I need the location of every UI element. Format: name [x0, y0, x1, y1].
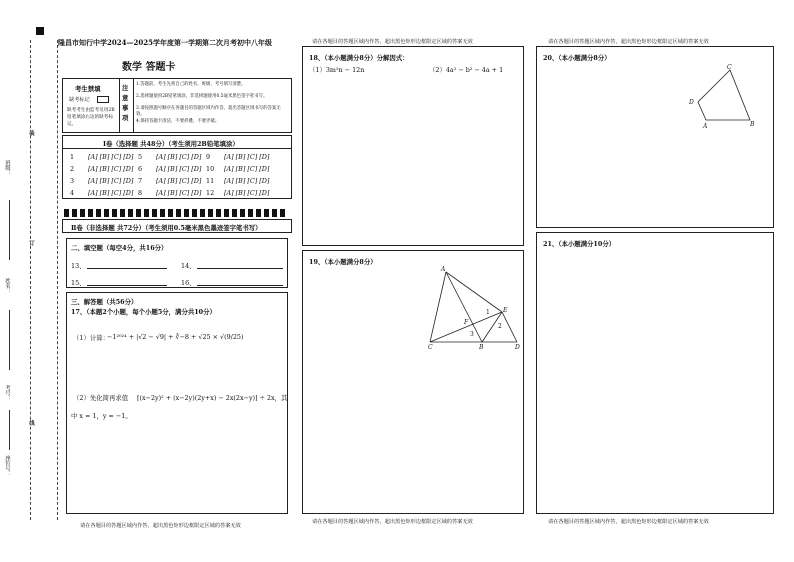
- candidate-box: [62, 78, 292, 133]
- choice-options[interactable]: [A] [B] [C] [D]: [88, 189, 134, 197]
- strip-bar: [216, 209, 221, 217]
- choice-number: 3: [70, 177, 75, 185]
- cut-word-1: 装: [28, 130, 34, 136]
- strip-bar: [224, 209, 229, 217]
- cut-word-2: 订: [28, 240, 34, 246]
- strip-bar: [72, 209, 77, 217]
- q17-part2-cond: 中 x = 1，y = −1。: [71, 412, 132, 420]
- strip-bar: [192, 209, 197, 217]
- choice-number: 11: [206, 177, 215, 185]
- choice-number: 1: [70, 153, 75, 161]
- strip-bar: [240, 209, 245, 217]
- seat-label: 座位号：: [4, 455, 10, 477]
- strip-bar: [112, 209, 117, 217]
- notice-line-3: 3.请按照题号顺序在各题目的答题区域内作答，超出答题区域书写的答案无效。: [136, 106, 281, 117]
- choice-options[interactable]: [A] [B] [C] [D]: [156, 153, 202, 161]
- center-header-note: 请在各题目的答题区域内作答，超出黑色矩形边框限定区域的答案无效: [312, 39, 473, 45]
- strip-bar: [136, 209, 141, 217]
- choice-number: 2: [70, 165, 75, 173]
- q17-part2-expr: [(x−2y)² + (x−2y)(2y+x) − 2x(2x−y)] ÷ 2x，其: [137, 394, 288, 402]
- q20-title: 20、（本小题满分8分）: [543, 54, 611, 62]
- strip-bar: [120, 209, 125, 217]
- choice-number: 12: [206, 189, 215, 197]
- exam-number-label: 考号：: [4, 385, 10, 402]
- strip-bar: [264, 209, 269, 217]
- q18-box: [302, 46, 524, 246]
- strip-bar: [184, 209, 189, 217]
- fill-blank-title: 二、填空题（每空4分，共16分）: [71, 244, 168, 252]
- q18-title: 18、（本小题满分8分）分解因式：: [309, 54, 409, 62]
- solve-title: 三、解答题（共56分）: [71, 298, 138, 306]
- choice-options[interactable]: [A] [B] [C] [D]: [156, 165, 202, 173]
- part2-box: [62, 219, 292, 233]
- left-footer-note: 请在各题目的答题区域内作答，超出黑色矩形边框限定区域的答案无效: [80, 523, 241, 529]
- q17-title: 17、（本题2个小题，每个小题5分，满分共10分）: [71, 308, 216, 316]
- q21-title: 21、（本小题满分10分）: [543, 240, 616, 248]
- absent-checkbox[interactable]: [97, 96, 109, 103]
- fig20-label-b: B: [750, 121, 755, 128]
- absent-label: 缺考标记: [69, 97, 90, 103]
- notice-line-2: 2.选择题使用2B铅笔填涂，非选择题使用0.5毫米黑色签字笔书写。: [136, 94, 268, 99]
- fig19-angle-3: 3: [470, 331, 474, 338]
- blank-15-line[interactable]: [87, 285, 167, 286]
- blank-14-line[interactable]: [197, 268, 283, 269]
- q17-part1-expr: −1²⁰²⁴ + |√2 − √9| + ∛−8 + √25 × √(9/25): [107, 333, 244, 341]
- barcode-strip: [64, 209, 290, 217]
- center-footer-note: 请在各题目的答题区域内作答，超出黑色矩形边框限定区域的答案无效: [312, 519, 473, 525]
- strip-bar: [248, 209, 253, 217]
- strip-bar: [232, 209, 237, 217]
- fig19-label-b: B: [479, 344, 484, 351]
- blank-16-line[interactable]: [197, 285, 283, 286]
- strip-bar: [200, 209, 205, 217]
- strip-bar: [168, 209, 173, 217]
- blank-13: 13、: [71, 262, 86, 270]
- right-header-note: 请在各题目的答题区域内作答，超出黑色矩形边框限定区域的答案无效: [548, 39, 709, 45]
- blank-13-line[interactable]: [87, 268, 167, 269]
- q20-figure: [684, 62, 764, 132]
- q21-box: [536, 232, 774, 514]
- choice-options[interactable]: [A] [B] [C] [D]: [224, 177, 270, 185]
- blank-16: 16、: [181, 279, 196, 287]
- choice-number: 9: [206, 153, 211, 161]
- choice-options[interactable]: [A] [B] [C] [D]: [224, 165, 270, 173]
- strip-bar: [160, 209, 165, 217]
- cut-word-3: 线: [28, 420, 34, 426]
- q17-part2-label: （2）先化简再求值: [73, 394, 129, 402]
- right-footer-note: 请在各题目的答题区域内作答，超出黑色矩形边框限定区域的答案无效: [548, 519, 709, 525]
- fig19-label-c: C: [428, 344, 433, 351]
- fig19-angle-1: 1: [486, 309, 490, 316]
- choice-options[interactable]: [A] [B] [C] [D]: [88, 165, 134, 173]
- strip-bar: [176, 209, 181, 217]
- q18-part2: （2）4a² − b² − 4a + 1: [429, 66, 504, 74]
- fig20-label-c: C: [727, 64, 732, 71]
- exam-title: 隆昌市知行中学2024—2025学年度第一学期第二次月考初中八年级: [58, 38, 272, 47]
- q17-part1-label: （1）计算：: [73, 334, 110, 342]
- choice-options[interactable]: [A] [B] [C] [D]: [88, 177, 134, 185]
- strip-bar: [80, 209, 85, 217]
- blank-14: 14、: [181, 262, 196, 270]
- corner-mark: [36, 27, 44, 35]
- choice-options[interactable]: [A] [B] [C] [D]: [88, 153, 134, 161]
- fig20-label-a: A: [703, 123, 708, 130]
- strip-bar: [272, 209, 277, 217]
- part1-title: Ⅰ卷（选择题 共48分）（考生须用2B铅笔填涂）: [103, 140, 239, 148]
- fill-blank-box: [66, 238, 288, 288]
- choice-number: 5: [138, 153, 143, 161]
- strip-bar: [208, 209, 213, 217]
- strip-bar: [128, 209, 133, 217]
- solve-box: [66, 292, 288, 514]
- strip-bar: [88, 209, 93, 217]
- name-label: 姓名：: [4, 278, 10, 295]
- strip-bar: [152, 209, 157, 217]
- choice-number: 10: [206, 165, 215, 173]
- fig19-label-f: F: [464, 319, 469, 326]
- strip-bar: [256, 209, 261, 217]
- strip-bar: [144, 209, 149, 217]
- fig20-label-d: D: [689, 99, 694, 106]
- strip-bar: [280, 209, 285, 217]
- fig19-label-a: A: [441, 266, 446, 273]
- fig19-angle-2: 2: [498, 323, 502, 330]
- q19-figure: [420, 262, 530, 352]
- choice-number: 7: [138, 177, 143, 185]
- fig19-label-d: D: [515, 344, 520, 351]
- strip-bar: [104, 209, 109, 217]
- absent-note: 缺考考生由监考员用2B铅笔填涂右边的缺考标记。: [67, 108, 115, 127]
- fig19-label-e: E: [503, 307, 508, 314]
- choice-options[interactable]: [A] [B] [C] [D]: [224, 153, 270, 161]
- part2-title: Ⅱ卷（非选择题 共72分）（考生须用0.5毫米黑色墨迹签字笔书写）: [71, 224, 262, 232]
- notice-title: 注意事项: [122, 84, 129, 122]
- q19-title: 19、（本小题满分8分）: [309, 258, 377, 266]
- strip-bar: [96, 209, 101, 217]
- class-label: 班级：: [4, 160, 10, 177]
- q18-part1: （1）3m²n − 12n: [309, 66, 365, 74]
- choice-options[interactable]: [A] [B] [C] [D]: [156, 189, 202, 197]
- choice-number: 6: [138, 165, 143, 173]
- choice-options[interactable]: [A] [B] [C] [D]: [224, 189, 270, 197]
- fill-title: 考生禁填: [75, 85, 101, 93]
- choice-options[interactable]: [A] [B] [C] [D]: [156, 177, 202, 185]
- page-title: 数学 答题卡: [122, 62, 176, 73]
- choice-number: 4: [70, 189, 75, 197]
- notice-line-1: 1.答题前，考生先将自己的姓名、班级、考号填写清楚。: [136, 82, 246, 87]
- choice-number: 8: [138, 189, 143, 197]
- notice-line-4: 4.保持答题卡清洁，不要折叠、不要弄破。: [136, 119, 220, 124]
- blank-15: 15、: [71, 279, 86, 287]
- strip-bar: [64, 209, 69, 217]
